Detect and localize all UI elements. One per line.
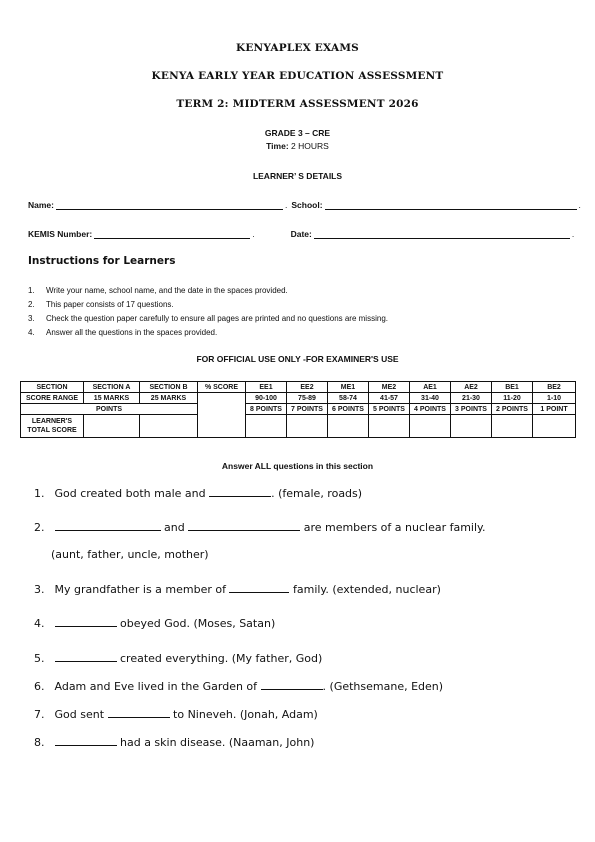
table-header-cell: BE2 xyxy=(533,382,576,393)
table-cell: 31-40 xyxy=(410,393,451,404)
question-7: 7. God sent to Nineveh. (Jonah, Adam) xyxy=(34,708,318,721)
table-cell: POINTS xyxy=(21,404,198,415)
assessment-title: KENYA EARLY YEAR EDUCATION ASSESSMENT xyxy=(151,70,444,82)
table-cell[interactable] xyxy=(328,415,369,438)
instructions-title: Instructions for Learners xyxy=(28,255,176,267)
section-a-score-cell[interactable] xyxy=(84,415,140,438)
learner-details-heading: LEARNER’ S DETAILS xyxy=(252,171,343,181)
answer-blank[interactable] xyxy=(55,651,117,662)
table-cell: 75-89 xyxy=(287,393,328,404)
table-cell: 2 POINTS xyxy=(492,404,533,415)
question-2: 2. and are members of a nuclear family. xyxy=(34,521,486,534)
answer-blank[interactable] xyxy=(188,520,300,531)
table-cell: 4 POINTS xyxy=(410,404,451,415)
table-cell: SCORE RANGE xyxy=(21,393,84,404)
name-label: Name: xyxy=(28,200,54,210)
table-cell: LEARNER'S TOTAL SCORE xyxy=(21,415,84,438)
time-label: Time: xyxy=(266,141,289,151)
answer-blank[interactable] xyxy=(108,707,170,718)
table-header-cell: AE2 xyxy=(451,382,492,393)
section-b-score-cell[interactable] xyxy=(140,415,198,438)
date-label: Date: xyxy=(290,229,312,239)
table-cell: 5 POINTS xyxy=(369,404,410,415)
table-header-cell: ME1 xyxy=(328,382,369,393)
question-2-options: (aunt, father, uncle, mother) xyxy=(51,548,209,561)
table-row xyxy=(21,382,576,393)
table-header-cell: AE1 xyxy=(410,382,451,393)
table-row xyxy=(21,404,576,415)
question-3: 3. My grandfather is a member of family. (extended, nuclear) xyxy=(34,583,441,596)
table-cell: 21-30 xyxy=(451,393,492,404)
table-cell[interactable] xyxy=(533,415,576,438)
grade-subject: GRADE 3 – CRE xyxy=(264,128,331,138)
question-4: 4. obeyed God. (Moses, Satan) xyxy=(34,617,276,630)
table-cell: 15 MARKS xyxy=(84,393,140,404)
school-input-line[interactable] xyxy=(325,200,577,210)
answer-blank[interactable] xyxy=(55,616,117,627)
table-cell: 3 POINTS xyxy=(451,404,492,415)
instructions-list xyxy=(28,285,388,341)
answer-blank[interactable] xyxy=(209,486,271,497)
name-school-row: Name: . School: . xyxy=(28,200,581,210)
table-cell[interactable] xyxy=(287,415,328,438)
table-cell[interactable] xyxy=(369,415,410,438)
table-cell: 1 POINT xyxy=(533,404,576,415)
instruction-item: 2. This paper consists of 17 questions. xyxy=(28,300,174,309)
table-cell: 6 POINTS xyxy=(328,404,369,415)
table-row xyxy=(21,415,576,438)
score-table xyxy=(20,381,576,438)
table-cell: 25 MARKS xyxy=(140,393,198,404)
table-cell[interactable] xyxy=(451,415,492,438)
answer-blank[interactable] xyxy=(229,582,289,593)
exam-org-title: KENYAPLEX EXAMS xyxy=(236,42,359,54)
instruction-item: 4. Answer all the questions in the spaces provided. xyxy=(28,328,218,337)
table-cell[interactable] xyxy=(246,415,287,438)
instruction-item: 1. Write your name, school name, and the date in the spaces provided. xyxy=(28,286,288,295)
instruction-item: 3. Check the question paper carefully to ensure all pages are printed and no questions are missing. xyxy=(28,314,388,323)
section-instruction: Answer ALL questions in this section xyxy=(221,461,374,471)
table-header-cell: SECTION A xyxy=(84,382,140,393)
question-1: 1. God created both male and . (female, roads) xyxy=(34,487,363,500)
table-cell: 58-74 xyxy=(328,393,369,404)
table-row xyxy=(21,393,576,404)
table-header-cell: SECTION B xyxy=(140,382,198,393)
name-input-line[interactable] xyxy=(56,200,283,210)
time-line xyxy=(0,141,595,151)
table-cell: 41-57 xyxy=(369,393,410,404)
date-input-line[interactable] xyxy=(314,229,570,239)
table-header-cell: BE1 xyxy=(492,382,533,393)
answer-blank[interactable] xyxy=(55,520,161,531)
table-cell[interactable] xyxy=(410,415,451,438)
table-header-cell: SECTION xyxy=(21,382,84,393)
table-header-cell: % SCORE xyxy=(198,382,246,393)
table-cell: 1-10 xyxy=(533,393,576,404)
kemis-input-line[interactable] xyxy=(94,229,250,239)
question-8: 8. had a skin disease. (Naaman, John) xyxy=(34,736,315,749)
question-5: 5. created everything. (My father, God) xyxy=(34,652,323,665)
table-header-cell: EE1 xyxy=(246,382,287,393)
percent-score-cell[interactable] xyxy=(198,393,246,438)
answer-blank[interactable] xyxy=(261,679,323,690)
kemis-label: KEMIS Number: xyxy=(28,229,93,239)
table-header-cell: EE2 xyxy=(287,382,328,393)
table-header-cell: ME2 xyxy=(369,382,410,393)
school-label: School: xyxy=(291,200,323,210)
question-6: 6. Adam and Eve lived in the Garden of . (Gethsemane, Eden) xyxy=(34,680,444,693)
answer-blank[interactable] xyxy=(55,735,117,746)
table-cell: 8 POINTS xyxy=(246,404,287,415)
term-title: TERM 2: MIDTERM ASSESSMENT 2026 xyxy=(176,98,419,110)
table-cell: 11-20 xyxy=(492,393,533,404)
official-use-heading: FOR OFFICIAL USE ONLY -FOR EXAMINER'S USE xyxy=(196,354,399,364)
kemis-date-row: KEMIS Number: . Date: . xyxy=(28,229,575,239)
table-cell: 90-100 xyxy=(246,393,287,404)
table-cell[interactable] xyxy=(492,415,533,438)
time-value: 2 HOURS xyxy=(291,141,329,151)
table-cell: 7 POINTS xyxy=(287,404,328,415)
